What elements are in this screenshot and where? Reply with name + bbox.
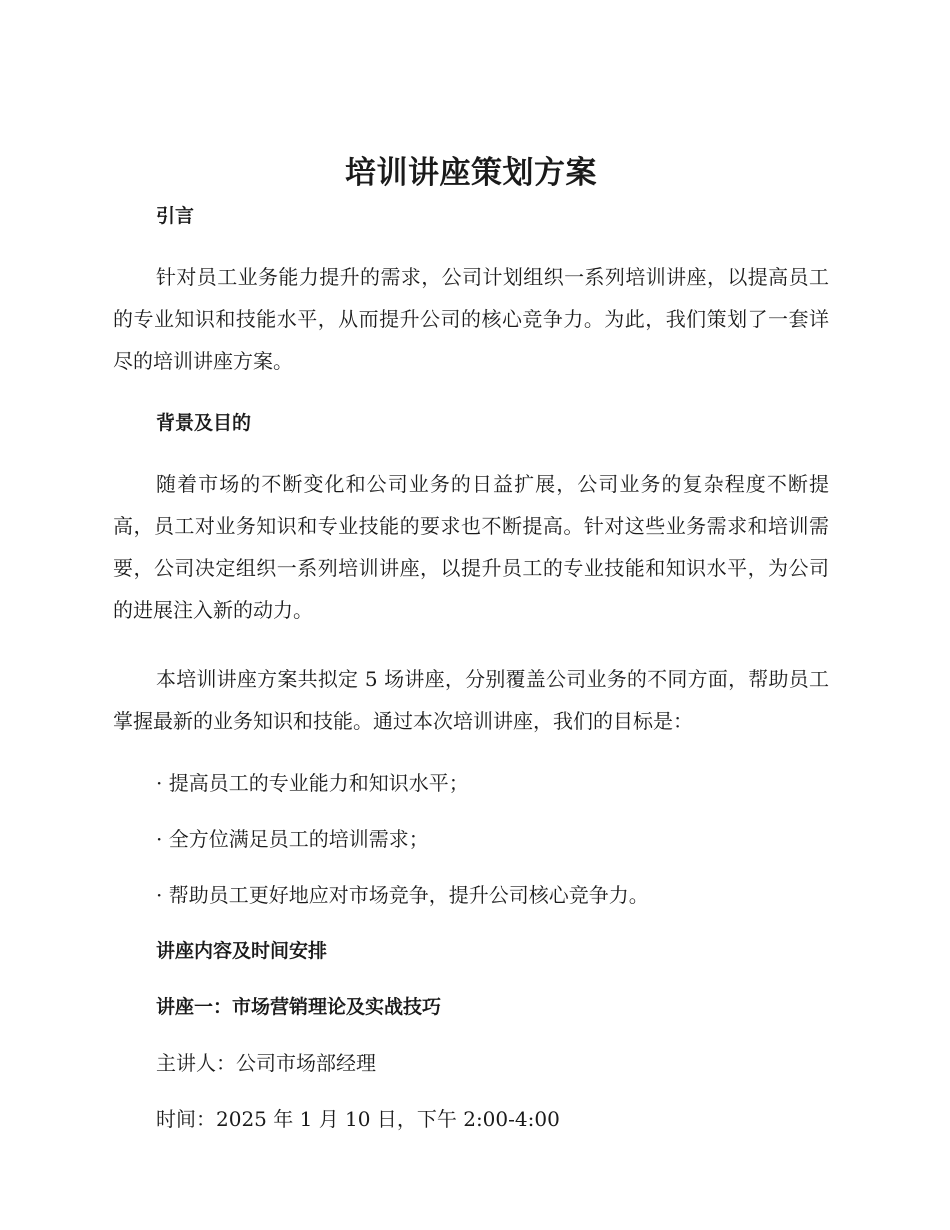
- intro-heading: 引言: [156, 205, 195, 227]
- lecture1-speaker: 主讲人：公司市场部经理: [156, 1051, 376, 1075]
- background-heading: 背景及目的: [156, 412, 252, 434]
- background-paragraph-1: 随着市场的不断变化和公司业务的日益扩展，公司业务的复杂程度不断提高，员工对业务知识和专业技能的要求也不断提高。针对这些业务需求和培训需要，公司决定组织一系列培训讲座，以提升员工的专业技能和知识水平，为公司的进展注入新的动力。: [113, 472, 829, 622]
- goal-item: · 帮助员工更好地应对市场竞争，提升公司核心竞争力。: [156, 883, 649, 907]
- goal-item: · 全方位满足员工的培训需求；: [156, 827, 429, 851]
- goal-item: · 提高员工的专业能力和知识水平；: [156, 771, 469, 795]
- lecture1-heading: 讲座一：市场营销理论及实战技巧: [156, 996, 442, 1018]
- document-page: [113, 150, 829, 1133]
- intro-paragraph: 针对员工业务能力提升的需求，公司计划组织一系列培训讲座，以提高员工的专业知识和技能水平，从而提升公司的核心竞争力。为此，我们策划了一套详尽的培训讲座方案。: [113, 265, 829, 373]
- schedule-heading: 讲座内容及时间安排: [156, 940, 328, 962]
- document-title: 培训讲座策划方案: [345, 155, 597, 191]
- lecture1-time: 时间：2025 年 1 月 10 日，下午 2:00-4:00: [156, 1107, 560, 1131]
- background-paragraph-2: 本培训讲座方案共拟定 5 场讲座，分别覆盖公司业务的不同方面，帮助员工掌握最新的业务知识和技能。通过本次培训讲座，我们的目标是：: [113, 667, 829, 733]
